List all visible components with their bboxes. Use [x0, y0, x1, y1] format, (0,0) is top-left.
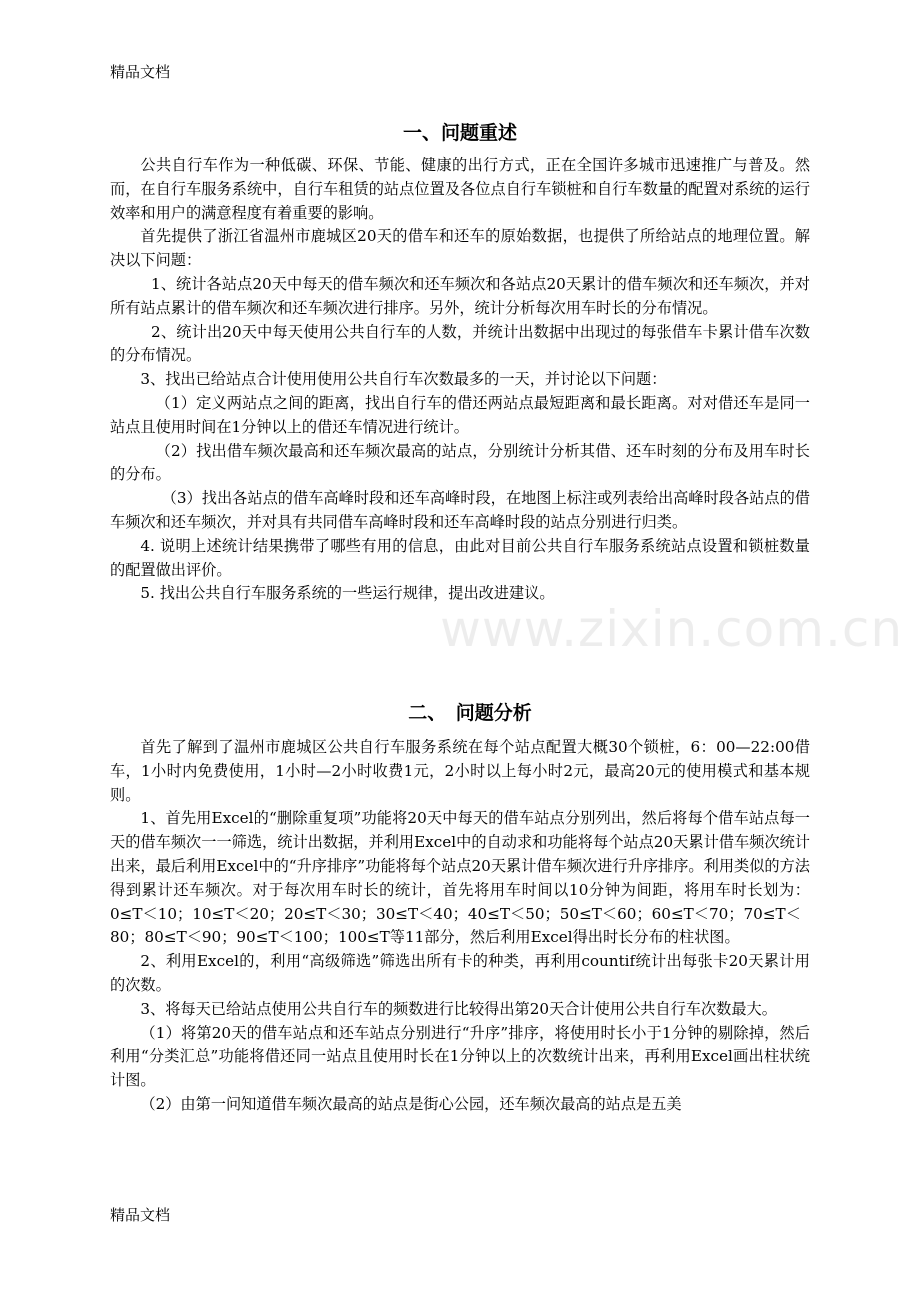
paragraph: 首先了解到了温州市鹿城区公共自行车服务系统在每个站点配置大概30个锁桩，6：00—22:00借车，1小时内免费使用，1小时—2小时收费1元，2小时以上每小时2元，最高20元的使用模式和基本规则。 [110, 738, 810, 804]
paragraph: 3、找出已给站点合计使用使用公共自行车次数最多的一天，并讨论以下问题： [140, 370, 667, 389]
paragraph: 2、统计出20天中每天使用公共自行车的人数，并统计出数据中出现过的每张借车卡累计借车次数的分布情况。 [110, 322, 810, 365]
paragraph: 2、利用Excel的，利用“高级筛选”筛选出所有卡的种类，再利用countif统计出每张卡20天累计用的次数。 [110, 952, 810, 994]
paragraph: 4. 说明上述统计结果携带了哪些有用的信息，由此对目前公共自行车服务系统站点设置和锁桩数量的配置做出评价。 [110, 536, 810, 579]
section-1-body [110, 154, 810, 606]
paragraph: （3）找出各站点的借车高峰时段和还车高峰时段，在地图上标注或列表给出高峰时段各站点的借车频次和还车频次，并对具有共同借车高峰时段和还车高峰时段的站点分别进行归类。 [110, 489, 810, 531]
paragraph: （1）定义两站点之间的距离，找出自行车的借还两站点最短距离和最长距离。对对借还车是同一站点且使用时间在1分钟以上的借还车情况进行统计。 [110, 393, 810, 436]
page-header: 精品文档 [110, 63, 171, 81]
paragraph: （2）由第一问知道借车频次最高的站点是街心公园，还车频次最高的站点是五美 [140, 1094, 682, 1113]
paragraph: 1、首先用Excel的“删除重复项”功能将20天中每天的借车站点分别列出，然后将每个借车站点每一天的借车频次一一筛选，统计出数据，并利用Excel中的自动求和功能将每个站点20天累计借车频次统计出来，最后利用Excel中的“升序排序”功能将每个站点20天累计借车频次进行升序排序。利用类似的方法得到累计还车频次。对于每次用车时长的统计，首先将用车时间以10分钟为间距，将用车时长划为：0≤T＜10；10≤T＜20；20≤T＜30；30≤T＜40；40≤T＜50；50≤T＜60；60≤T＜70；70≤T＜80；80≤T＜90；90≤T＜100；100≤T等11部分，然后利用Excel得出时长分布的柱状图。 [110, 809, 810, 947]
paragraph: 5. 找出公共自行车服务系统的一些运行规律，提出改进建议。 [140, 584, 555, 603]
paragraph: 首先提供了浙江省温州市鹿城区20天的借车和还车的原始数据，也提供了所给站点的地理位置。解决以下问题： [110, 227, 810, 270]
page-footer: 精品文档 [110, 1206, 171, 1224]
paragraph: 3、将每天已给站点使用公共自行车的频数进行比较得出第20天合计使用公共自行车次数最大。 [140, 999, 777, 1018]
watermark: www.zixin.com.cn [440, 600, 904, 658]
paragraph: （1）将第20天的借车站点和还车站点分别进行“升序”排序，将使用时长小于1分钟的剔除掉，然后利用“分类汇总”功能将借还同一站点且使用时长在1分钟以上的次数统计出来，再利用Excel画出柱状统计图。 [110, 1023, 810, 1090]
section-title-2: 二、 问题分析 [408, 702, 532, 724]
paragraph: 公共自行车作为一种低碳、环保、节能、健康的出行方式，正在全国许多城市迅速推广与普及。然而，在自行车服务系统中，自行车租赁的站点位置及各位点自行车锁桩和自行车数量的配置对系统的运行效率和用户的满意程度有着重要的影响。 [110, 156, 810, 222]
paragraph: 1、统计各站点20天中每天的借车频次和还车频次和各站点20天累计的借车频次和还车频次，并对所有站点累计的借车频次和还车频次进行排序。另外，统计分析每次用车时长的分布情况。 [110, 274, 810, 317]
section-2-body [110, 736, 810, 1117]
section-title-1: 一、问题重述 [402, 122, 517, 144]
paragraph: （2）找出借车频次最高和还车频次最高的站点，分别统计分析其借、还车时刻的分布及用车时长的分布。 [110, 441, 810, 484]
